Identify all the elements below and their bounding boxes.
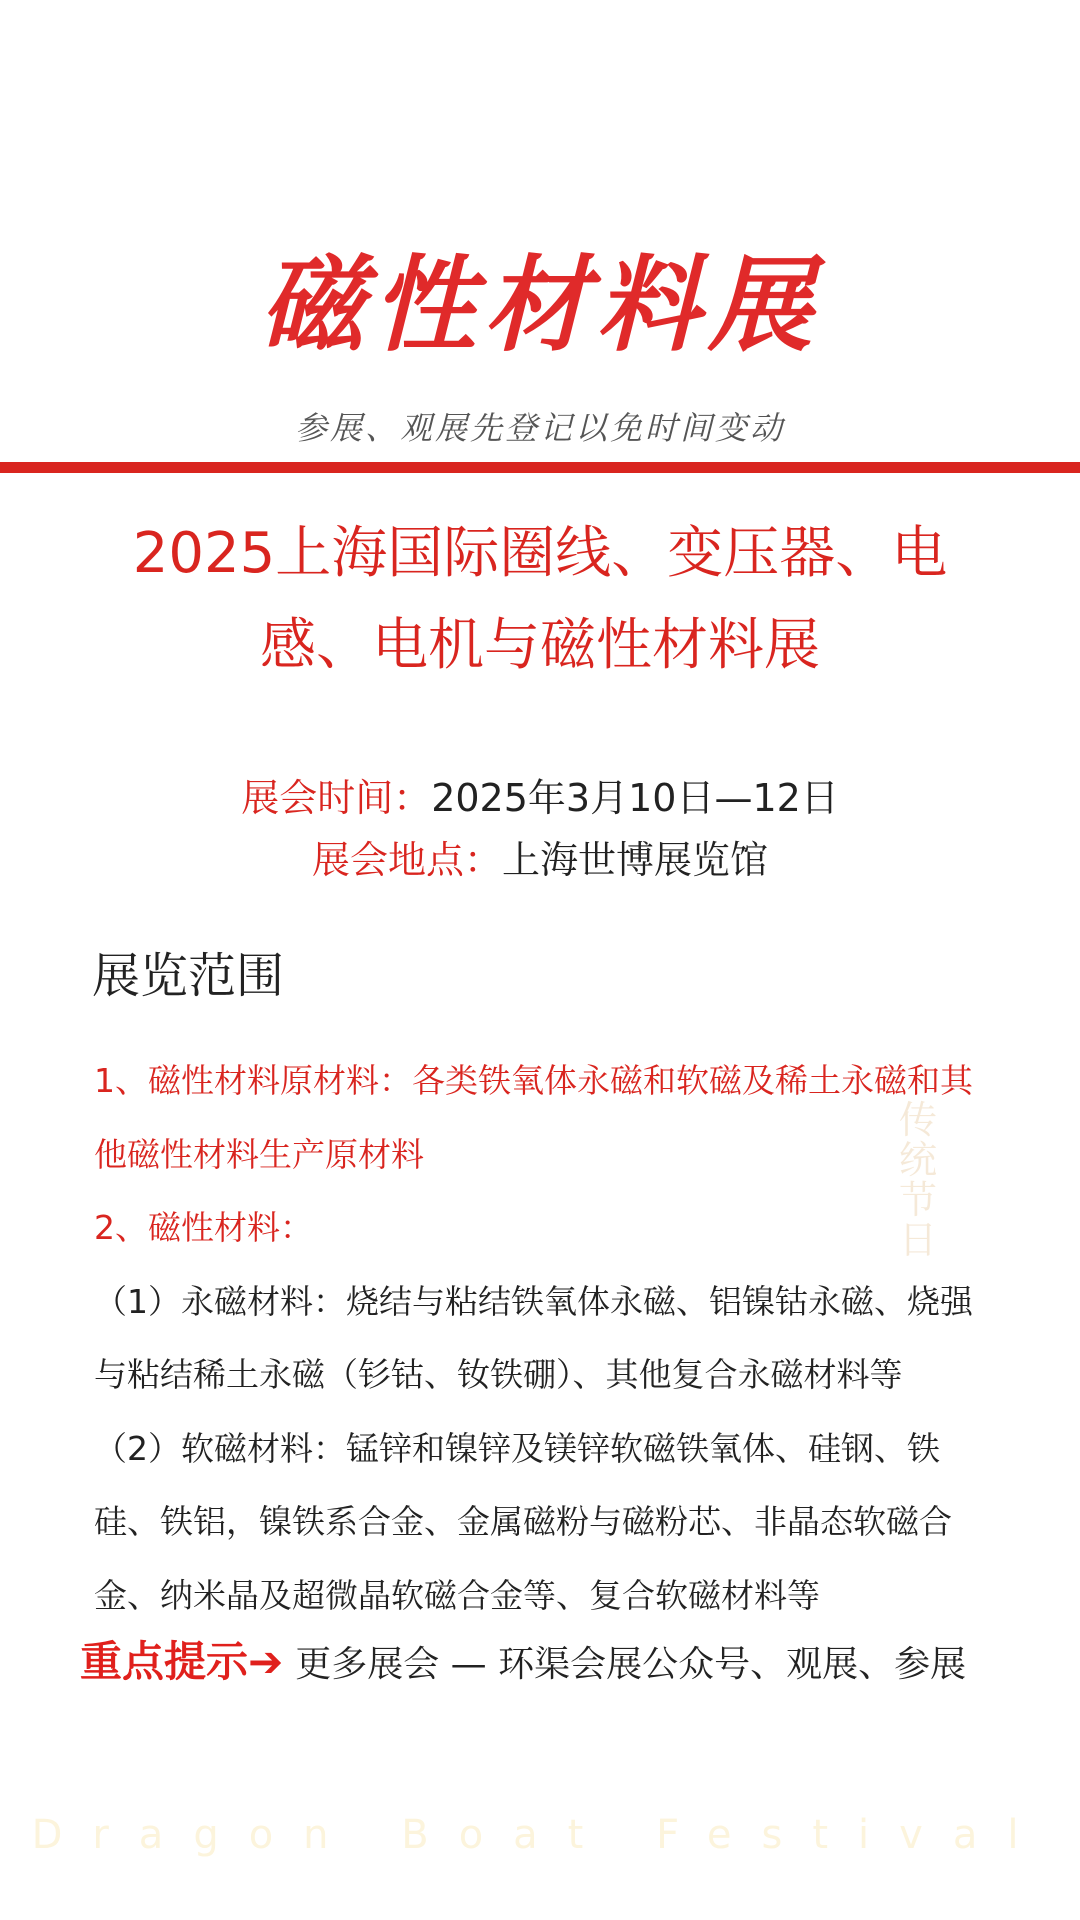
event-venue-label: 展会地点： bbox=[311, 838, 502, 882]
key-tip bbox=[80, 1636, 1020, 1691]
event-time-line bbox=[0, 772, 1080, 824]
key-tip-text: 更多展会 — 环渠会展公众号、观展、参展 bbox=[295, 1644, 967, 1685]
scope-list bbox=[94, 1044, 994, 1632]
scope-item: 1、磁性材料原材料：各类铁氧体永磁和软磁及稀土永磁和其他磁性材料生产原材料 bbox=[94, 1061, 973, 1174]
scope-title: 展览范围 bbox=[92, 948, 285, 1004]
event-name: 2025上海国际圈线、变压器、电感、电机与磁性材料展 bbox=[132, 521, 948, 678]
key-tip-label: 重点提示➔ bbox=[80, 1637, 284, 1686]
event-venue-value: 上海世博展览馆 bbox=[502, 838, 769, 882]
brand-title: 磁性材料展 bbox=[259, 243, 820, 366]
event-venue-line bbox=[0, 834, 1080, 886]
scope-item: （2）软磁材料：锰锌和镍锌及镁锌软磁铁氧体、硅钢、铁硅、铁铝，镍铁系合金、金属磁粉与磁粉芯、非晶态软磁合金、纳米晶及超微晶软磁合金等、复合软磁材料等 bbox=[94, 1428, 952, 1615]
scope-item: 2、磁性材料： bbox=[94, 1208, 313, 1247]
festival-watermark-english: Dragon Boat Festival bbox=[31, 1812, 1049, 1858]
festival-watermark-vertical: 传统节日 bbox=[898, 1098, 937, 1262]
event-time-value: 2025年3月10日—12日 bbox=[431, 776, 839, 820]
event-time-label: 展会时间： bbox=[241, 776, 432, 820]
registration-tagline: 参展、观展先登记以免时间变动 bbox=[294, 409, 785, 447]
divider-rule bbox=[0, 462, 1080, 473]
scope-item: （1）永磁材料：烧结与粘结铁氧体永磁、铝镍钴永磁、烧强与粘结稀土永磁（钐钴、钕铁硼）、其他复合永磁材料等 bbox=[94, 1281, 973, 1394]
